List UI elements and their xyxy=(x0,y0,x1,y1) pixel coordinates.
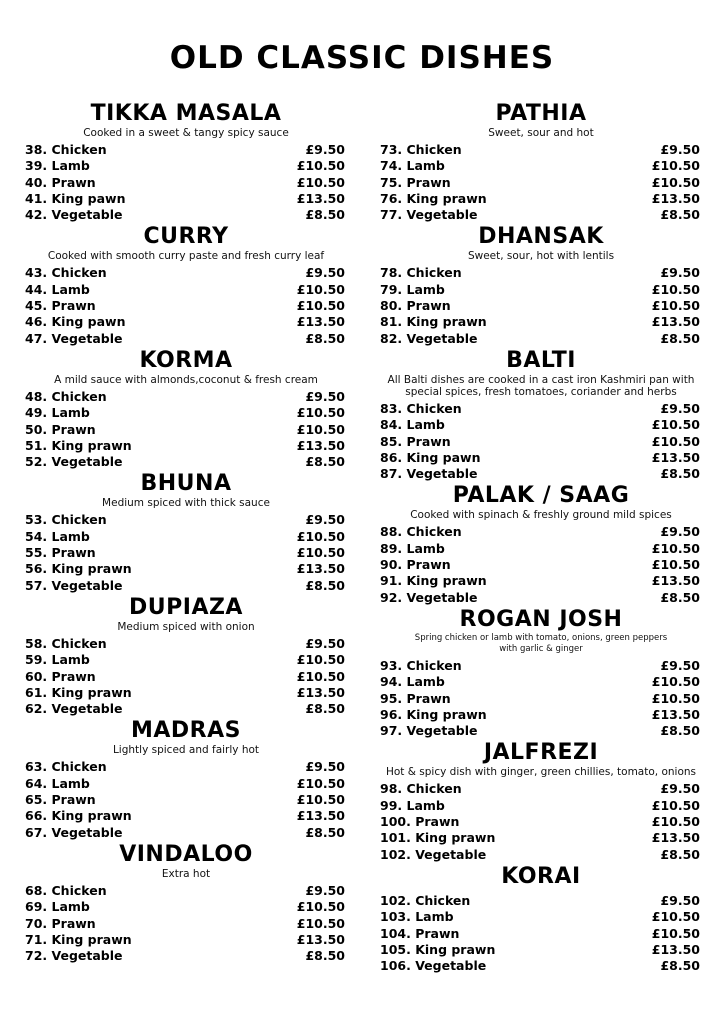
item-name: 48. Chicken xyxy=(25,388,107,404)
menu-item xyxy=(25,545,347,561)
item-name: 53. Chicken xyxy=(25,512,107,528)
item-name: 41. King pawn xyxy=(25,190,126,206)
menu-item xyxy=(25,932,347,948)
menu-item xyxy=(380,557,702,573)
item-name: 49. Lamb xyxy=(25,405,90,421)
menu-item xyxy=(25,669,347,685)
menu-section xyxy=(380,863,702,974)
item-name: 70. Prawn xyxy=(25,915,96,931)
item-price: £8.50 xyxy=(660,207,700,223)
item-name: 93. Chicken xyxy=(380,657,462,673)
item-name: 94. Lamb xyxy=(380,674,445,690)
menu-section xyxy=(380,606,702,739)
item-name: 62. Vegetable xyxy=(25,701,123,717)
item-name: 54. Lamb xyxy=(25,528,90,544)
item-price: £13.50 xyxy=(296,684,345,700)
item-price: £9.50 xyxy=(305,759,345,775)
item-name: 90. Prawn xyxy=(380,557,451,573)
section-title: MADRAS xyxy=(131,718,241,744)
item-name: 75. Prawn xyxy=(380,174,451,190)
item-list xyxy=(25,759,347,840)
item-name: 61. King prawn xyxy=(25,684,132,700)
item-name: 91. King prawn xyxy=(380,573,487,589)
menu-item xyxy=(380,814,702,830)
item-price: £9.50 xyxy=(660,524,700,540)
item-name: 69. Lamb xyxy=(25,899,90,915)
menu-item xyxy=(25,948,347,964)
item-price: £10.50 xyxy=(296,899,345,915)
item-price: £10.50 xyxy=(651,281,700,297)
item-price: £13.50 xyxy=(296,931,345,947)
item-name: 88. Chicken xyxy=(380,524,462,540)
section-title: KORAI xyxy=(501,863,581,889)
menu-item xyxy=(25,331,347,347)
item-price: £10.50 xyxy=(651,557,700,573)
section-title: DHANSAK xyxy=(478,224,604,250)
menu-item xyxy=(380,798,702,814)
section-title: ROGAN JOSH xyxy=(459,606,623,632)
menu-item xyxy=(380,142,702,158)
item-name: 85. Prawn xyxy=(380,433,451,449)
menu-section xyxy=(25,594,347,717)
menu-item xyxy=(25,265,347,281)
item-price: £10.50 xyxy=(651,298,700,314)
menu-item xyxy=(380,909,702,925)
item-name: 57. Vegetable xyxy=(25,577,123,593)
item-price: £8.50 xyxy=(305,454,345,470)
item-name: 103. Lamb xyxy=(380,909,454,925)
item-price: £10.50 xyxy=(651,674,700,690)
item-price: £10.50 xyxy=(651,797,700,813)
item-price: £13.50 xyxy=(651,314,700,330)
item-price: £10.50 xyxy=(296,405,345,421)
menu-item xyxy=(25,191,347,207)
menu-section xyxy=(380,347,702,482)
item-name: 80. Prawn xyxy=(380,298,451,314)
menu-item xyxy=(25,422,347,438)
item-price: £13.50 xyxy=(296,808,345,824)
item-name: 98. Chicken xyxy=(380,781,462,797)
menu-item xyxy=(25,282,347,298)
menu-item xyxy=(25,529,347,545)
item-price: £13.50 xyxy=(651,190,700,206)
item-name: 38. Chicken xyxy=(25,142,107,157)
item-name: 92. Vegetable xyxy=(380,589,478,605)
item-name: 71. King prawn xyxy=(25,931,132,947)
menu-section xyxy=(25,223,347,346)
menu-item xyxy=(380,158,702,174)
item-list xyxy=(25,512,347,593)
item-name: 51. King prawn xyxy=(25,437,132,453)
item-list xyxy=(380,893,702,974)
menu-section xyxy=(380,223,702,346)
item-list xyxy=(380,658,702,739)
section-title: CURRY xyxy=(143,224,229,250)
item-price: £9.50 xyxy=(660,892,700,908)
section-description: Hot & spicy dish with ginger, green chillies, tomato, onions xyxy=(385,766,697,779)
menu-item xyxy=(25,685,347,701)
item-price: £13.50 xyxy=(651,706,700,722)
item-price: £10.50 xyxy=(296,775,345,791)
item-price: £13.50 xyxy=(296,561,345,577)
menu-item xyxy=(25,825,347,841)
item-name: 78. Chicken xyxy=(380,265,462,281)
menu-item xyxy=(380,175,702,191)
section-title: BALTI xyxy=(506,347,576,373)
item-name: 74. Lamb xyxy=(380,158,445,174)
menu-item xyxy=(380,298,702,314)
section-description: Cooked in a sweet & tangy spicy sauce xyxy=(83,127,289,139)
menu-item xyxy=(25,883,347,899)
item-name: 82. Vegetable xyxy=(380,330,478,346)
right-column xyxy=(380,100,702,974)
section-title: PALAK / SAAG xyxy=(452,483,630,509)
section-title: TIKKA MASALA xyxy=(90,101,282,126)
item-price: £9.50 xyxy=(305,635,345,651)
item-name: 66. King prawn xyxy=(25,808,132,824)
menu-item xyxy=(25,561,347,577)
menu-item xyxy=(380,466,702,482)
section-description: Extra hot xyxy=(161,867,211,880)
menu-item xyxy=(380,573,702,589)
menu-item xyxy=(380,207,702,223)
menu-item xyxy=(25,298,347,314)
section-description: Sweet, sour, hot with lentils xyxy=(467,250,615,263)
item-price: £10.50 xyxy=(651,433,700,449)
menu-item xyxy=(380,942,702,958)
menu-item xyxy=(25,792,347,808)
item-price: £10.50 xyxy=(651,158,700,174)
section-title: KORMA xyxy=(139,347,233,373)
item-price: £10.50 xyxy=(296,652,345,668)
item-price: £8.50 xyxy=(660,958,700,974)
section-description: Lightly spiced and fairly hot xyxy=(112,744,260,757)
menu-item xyxy=(25,776,347,792)
menu-item xyxy=(380,658,702,674)
menu-item xyxy=(25,405,347,421)
item-name: 64. Lamb xyxy=(25,775,90,791)
section-description: All Balti dishes are cooked in a cast iron Kashmiri pan with special spices, fresh tomatoes, coriander and herbs xyxy=(387,373,695,398)
item-name: 106. Vegetable xyxy=(380,958,487,974)
menu-item xyxy=(380,781,702,797)
item-name: 47. Vegetable xyxy=(25,330,123,346)
item-price: £8.50 xyxy=(660,330,700,346)
menu-item xyxy=(25,389,347,405)
menu-item xyxy=(380,401,702,417)
menu-item xyxy=(380,830,702,846)
item-list xyxy=(25,389,347,470)
menu-item xyxy=(380,434,702,450)
item-name: 55. Prawn xyxy=(25,545,96,561)
item-price: £10.50 xyxy=(296,158,345,174)
section-description: Medium spiced with onion xyxy=(117,620,255,633)
menu-section xyxy=(25,717,347,840)
item-name: 45. Prawn xyxy=(25,298,96,314)
item-list xyxy=(380,401,702,482)
item-price: £10.50 xyxy=(296,298,345,314)
item-name: 101. King prawn xyxy=(380,830,496,846)
item-price: £9.50 xyxy=(660,142,700,157)
item-price: £10.50 xyxy=(651,540,700,556)
menu-item xyxy=(380,723,702,739)
menu-item xyxy=(380,282,702,298)
item-price: £10.50 xyxy=(651,174,700,190)
menu-item xyxy=(25,175,347,191)
item-name: 89. Lamb xyxy=(380,540,445,556)
section-title: DUPIAZA xyxy=(129,594,243,620)
item-price: £10.50 xyxy=(296,545,345,561)
item-name: 42. Vegetable xyxy=(25,207,123,223)
item-name: 39. Lamb xyxy=(25,158,90,174)
item-price: £10.50 xyxy=(651,690,700,706)
item-price: £8.50 xyxy=(305,207,345,223)
menu-section xyxy=(25,841,347,964)
item-name: 44. Lamb xyxy=(25,281,90,297)
item-name: 105. King prawn xyxy=(380,941,496,957)
menu-section xyxy=(25,347,347,470)
item-name: 68. Chicken xyxy=(25,882,107,898)
item-name: 56. King prawn xyxy=(25,561,132,577)
item-name: 96. King prawn xyxy=(380,706,487,722)
menu-item xyxy=(25,142,347,158)
menu-item xyxy=(25,438,347,454)
item-name: 77. Vegetable xyxy=(380,207,478,223)
menu-item xyxy=(380,958,702,974)
left-column xyxy=(25,100,347,964)
item-price: £9.50 xyxy=(305,882,345,898)
item-price: £9.50 xyxy=(660,265,700,281)
item-name: 102. Chicken xyxy=(380,892,471,908)
menu-item xyxy=(25,899,347,915)
item-name: 102. Vegetable xyxy=(380,846,487,862)
menu-item xyxy=(380,265,702,281)
menu-item xyxy=(25,808,347,824)
item-list xyxy=(380,781,702,862)
item-name: 43. Chicken xyxy=(25,265,107,281)
item-name: 60. Prawn xyxy=(25,668,96,684)
item-name: 97. Vegetable xyxy=(380,723,478,739)
item-price: £10.50 xyxy=(296,174,345,190)
menu-item xyxy=(380,847,702,863)
section-description: Cooked with smooth curry paste and fresh curry leaf xyxy=(47,250,325,263)
item-name: 84. Lamb xyxy=(380,417,445,433)
item-price: £8.50 xyxy=(660,723,700,739)
item-name: 50. Prawn xyxy=(25,421,96,437)
item-price: £10.50 xyxy=(651,417,700,433)
item-price: £10.50 xyxy=(651,909,700,925)
item-price: £8.50 xyxy=(305,824,345,840)
item-price: £8.50 xyxy=(660,466,700,482)
menu-item xyxy=(380,191,702,207)
item-price: £13.50 xyxy=(296,314,345,330)
item-name: 59. Lamb xyxy=(25,652,90,668)
menu-item xyxy=(380,926,702,942)
item-list xyxy=(25,636,347,717)
menu-item xyxy=(380,314,702,330)
item-list xyxy=(25,265,347,346)
menu-item xyxy=(380,590,702,606)
item-price: £9.50 xyxy=(660,781,700,797)
item-name: 99. Lamb xyxy=(380,797,445,813)
item-price: £13.50 xyxy=(296,190,345,206)
item-price: £9.50 xyxy=(660,400,700,416)
menu-item xyxy=(25,158,347,174)
item-name: 72. Vegetable xyxy=(25,948,123,964)
item-name: 95. Prawn xyxy=(380,690,451,706)
item-name: 104. Prawn xyxy=(380,925,460,941)
item-price: £10.50 xyxy=(651,925,700,941)
item-price: £10.50 xyxy=(296,915,345,931)
menu-item xyxy=(25,652,347,668)
item-list xyxy=(25,883,347,964)
menu-item xyxy=(380,524,702,540)
item-price: £10.50 xyxy=(296,421,345,437)
item-list xyxy=(380,142,702,223)
menu-section xyxy=(380,482,702,605)
item-price: £13.50 xyxy=(296,437,345,453)
menu-item xyxy=(25,916,347,932)
item-name: 67. Vegetable xyxy=(25,824,123,840)
menu-item xyxy=(25,207,347,223)
item-price: £9.50 xyxy=(305,512,345,528)
item-name: 46. King pawn xyxy=(25,314,126,330)
item-list xyxy=(25,142,347,223)
item-name: 76. King prawn xyxy=(380,190,487,206)
item-price: £10.50 xyxy=(296,528,345,544)
menu-item xyxy=(25,454,347,470)
item-name: 63. Chicken xyxy=(25,759,107,775)
menu-item xyxy=(25,759,347,775)
item-name: 86. King pawn xyxy=(380,449,481,465)
item-price: £8.50 xyxy=(660,589,700,605)
item-price: £9.50 xyxy=(305,388,345,404)
item-price: £13.50 xyxy=(651,449,700,465)
item-price: £13.50 xyxy=(651,573,700,589)
menu-item xyxy=(25,701,347,717)
menu-section xyxy=(25,100,347,223)
item-name: 58. Chicken xyxy=(25,635,107,651)
item-price: £10.50 xyxy=(296,281,345,297)
item-name: 100. Prawn xyxy=(380,814,460,830)
section-title: PATHIA xyxy=(495,101,587,126)
item-price: £13.50 xyxy=(651,830,700,846)
section-description: Sweet, sour and hot xyxy=(488,127,594,139)
section-title: BHUNA xyxy=(140,471,232,497)
menu-item xyxy=(25,314,347,330)
section-description: Cooked with spinach & freshly ground mild spices xyxy=(410,509,672,522)
section-title: VINDALOO xyxy=(119,841,253,867)
item-list xyxy=(380,524,702,605)
menu-section xyxy=(25,470,347,593)
item-name: 52. Vegetable xyxy=(25,454,123,470)
menu-item xyxy=(380,691,702,707)
section-description: Spring chicken or lamb with tomato, onions, green peppers with garlic & ginger xyxy=(414,632,668,654)
menu-section xyxy=(380,100,702,223)
menu-item xyxy=(380,674,702,690)
item-price: £13.50 xyxy=(651,941,700,957)
menu-item xyxy=(25,636,347,652)
item-name: 73. Chicken xyxy=(380,142,462,157)
item-price: £10.50 xyxy=(296,668,345,684)
section-description: A mild sauce with almonds,coconut & fresh cream xyxy=(54,373,318,386)
item-name: 65. Prawn xyxy=(25,792,96,808)
menu-section xyxy=(380,739,702,862)
menu-item xyxy=(380,331,702,347)
menu-item xyxy=(380,541,702,557)
item-price: £8.50 xyxy=(305,701,345,717)
item-price: £8.50 xyxy=(660,846,700,862)
menu-item xyxy=(380,707,702,723)
item-name: 79. Lamb xyxy=(380,281,445,297)
item-name: 87. Vegetable xyxy=(380,466,478,482)
item-price: £9.50 xyxy=(305,142,345,157)
menu-item xyxy=(380,450,702,466)
item-price: £10.50 xyxy=(296,792,345,808)
item-price: £9.50 xyxy=(660,657,700,673)
menu-item xyxy=(380,417,702,433)
menu-item xyxy=(25,578,347,594)
menu-item xyxy=(380,893,702,909)
item-name: 40. Prawn xyxy=(25,174,96,190)
item-name: 81. King prawn xyxy=(380,314,487,330)
item-price: £8.50 xyxy=(305,330,345,346)
item-list xyxy=(380,265,702,346)
item-price: £10.50 xyxy=(651,814,700,830)
item-price: £8.50 xyxy=(305,948,345,964)
page-title: OLD CLASSIC DISHES xyxy=(169,40,555,76)
section-description: Medium spiced with thick sauce xyxy=(102,497,270,510)
menu-item xyxy=(25,512,347,528)
item-name: 83. Chicken xyxy=(380,400,462,416)
section-title: JALFREZI xyxy=(483,740,599,766)
item-price: £9.50 xyxy=(305,265,345,281)
item-price: £8.50 xyxy=(305,577,345,593)
